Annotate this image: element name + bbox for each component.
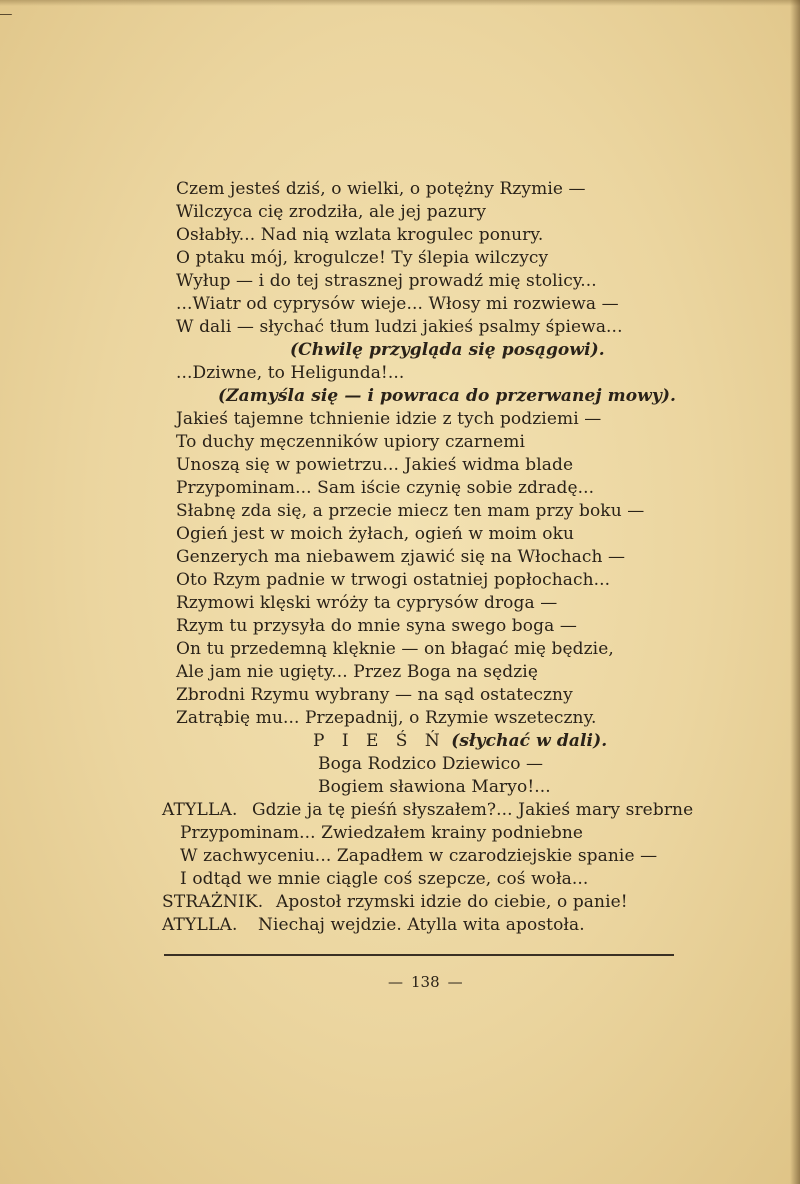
verse-line: Jakieś tajemne tchnienie idzie z tych podziemi — <box>176 409 602 429</box>
dialogue-line: W zachwyceniu... Zapadłem w czarodziejskie spanie — <box>180 846 658 866</box>
verse-line: Genzerych ma niebawem zjawić się na Włochach — <box>176 547 626 567</box>
verse-line: W dali — słychać tłum ludzi jakieś psalmy śpiewa... <box>176 317 623 337</box>
page-number <box>388 972 463 992</box>
speaker-name: ATYLLA. <box>162 800 238 820</box>
verse-line: Wilczyca cię zrodziła, ale jej pazury <box>176 202 487 222</box>
footer-rule <box>164 954 674 956</box>
song-line: Bogiem sławiona Maryo!... <box>318 777 551 797</box>
verse-line: O ptaku mój, krogulcze! Ty ślepia wilczycy <box>176 248 549 268</box>
verse-line: Ale jam nie ugięty... Przez Boga na sędzię <box>176 662 538 682</box>
verse-line: Osłabły... Nad nią wzlata krogulec ponury. <box>176 225 544 245</box>
verse-line: To duchy męczenników upiory czarnemi <box>176 432 526 452</box>
verse-line: Unoszą się w powietrzu... Jakieś widma blade <box>176 455 574 475</box>
song-heading-line <box>313 730 607 752</box>
verse-line: Zatrąbię mu... Przepadnij, o Rzymie wszeteczny. <box>176 708 597 728</box>
stage-direction: (Chwilę przygląda się posągowi). <box>290 340 605 360</box>
page-number-dash-right: — <box>447 973 463 991</box>
stage-direction: (Zamyśla się — i powraca do przerwanej mowy). <box>218 386 677 406</box>
verse-line: Oto Rzym padnie w trwogi ostatniej popłochach... <box>176 570 611 590</box>
verse-line: Ogień jest w moich żyłach, ogień w moim oku <box>176 524 575 544</box>
song-heading: P I E Ś Ń <box>313 731 446 751</box>
page-number-value: 138 <box>411 973 440 991</box>
speaker-name: STRAŻNIK. <box>162 892 264 912</box>
verse-line: ...Wiatr od cyprysów wieje... Włosy mi rozwiewa — <box>176 294 619 314</box>
verse-line: Wyłup — i do tej strasznej prowadź mię stolicy... <box>176 271 597 291</box>
song-heading-note: (słychać w dali). <box>451 731 608 751</box>
verse-line: Zbrodni Rzymu wybrany — na sąd ostateczny <box>176 685 573 705</box>
verse-line: Słabnę zda się, a przecie miecz ten mam przy boku — <box>176 501 645 521</box>
page-number-dash-left: — <box>388 973 403 991</box>
verse-line: Rzymowi klęski wróży ta cyprysów droga — <box>176 593 558 613</box>
song-line: Boga Rodzico Dziewico — <box>318 754 544 774</box>
verse-line: On tu przedemną klęknie — on błagać mię będzie, <box>176 639 614 659</box>
dialogue-line: I odtąd we mnie ciągle coś szepcze, coś woła... <box>180 869 589 889</box>
speaker-name: ATYLLA. <box>162 915 238 935</box>
dialogue-line: Niechaj wejdzie. Atylla wita apostoła. <box>258 915 585 935</box>
dialogue-line: Apostoł rzymski idzie do ciebie, o panie! <box>276 892 628 912</box>
dialogue-line: Gdzie ja tę pieśń słyszałem?... Jakieś mary srebrne <box>252 800 694 820</box>
dialogue-line: Przypominam... Zwiedzałem krainy podniebne <box>180 823 584 843</box>
verse-line: ...Dziwne, to Heligunda!... <box>176 363 405 383</box>
verse-line: Przypominam... Sam iście czynię sobie zdradę... <box>176 478 595 498</box>
verse-line: Rzym tu przysyła do mnie syna swego boga — <box>176 616 577 636</box>
verse-line: Czem jesteś dziś, o wielki, o potężny Rzymie — <box>176 179 586 199</box>
